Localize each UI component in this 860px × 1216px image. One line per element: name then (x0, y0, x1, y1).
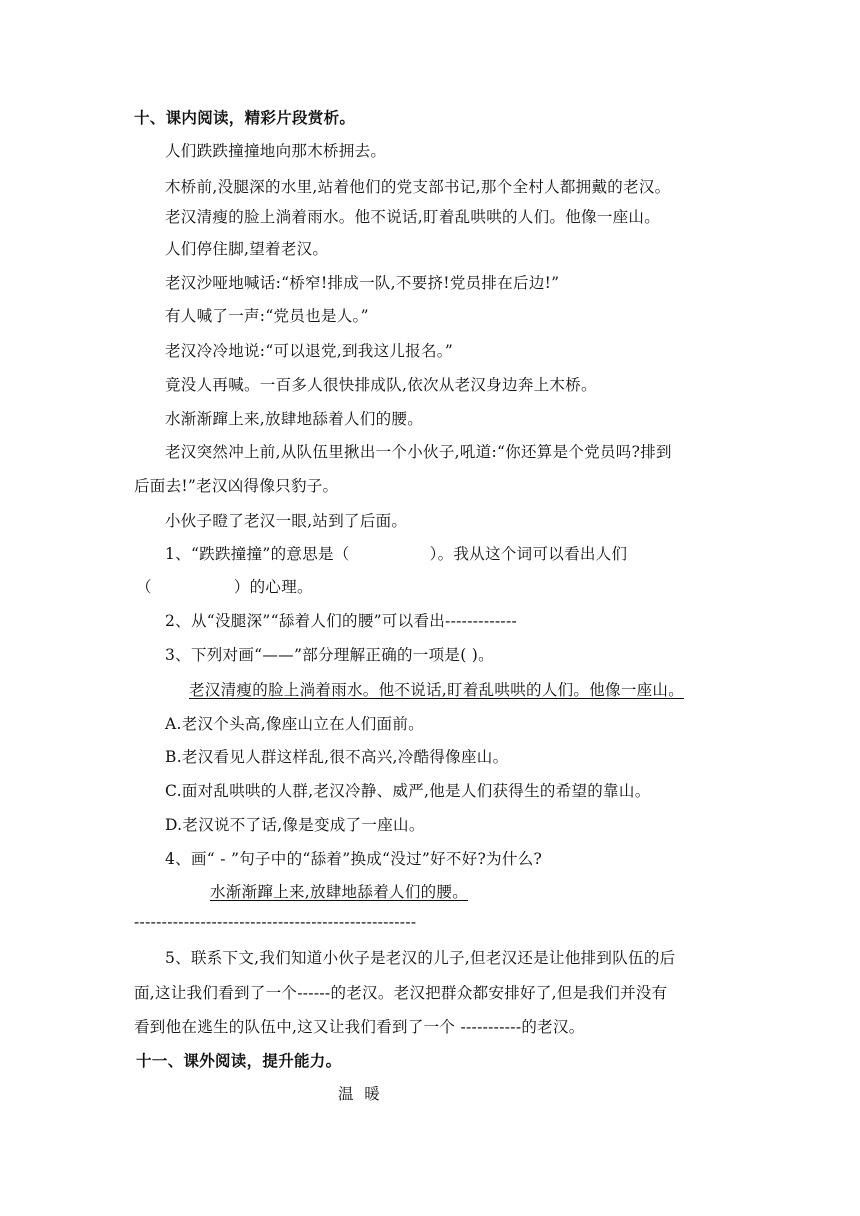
question-4-answer-line: --------------------------------------------------- (134, 913, 417, 931)
passage-line-12: 小伙子瞪了老汉一眼,站到了后面。 (165, 512, 408, 530)
question-3-option-a: A.老汉个头高,像座山立在人们面前。 (165, 715, 424, 733)
passage-line-1: 人们跌跌撞撞地向那木桥拥去。 (165, 142, 387, 160)
question-4-underlined-sentence: 水渐渐蹿上来,放肆地舔着人们的腰。 (210, 883, 469, 901)
section-11-heading: 十一、课外阅读，提升能力。 (136, 1052, 342, 1070)
question-1-line-2 (136, 576, 313, 598)
passage-line-7: 老汉冷冷地说:“可以退党,到我这儿报名。” (165, 342, 454, 360)
question-3-prompt: 3、下列对画“——”部分理解正确的一项是( )。 (165, 646, 494, 664)
question-5-line-3: 看到他在逃生的队伍中,这又让我们看到了一个 -----------的老汉。 (134, 1018, 585, 1036)
passage-line-2: 木桥前,没腿深的水里,站着他们的党支部书记,那个全村人都拥戴的老汉。 (165, 178, 671, 196)
q1-part1: 1、“跌跌撞撞”的意思是（ (165, 545, 350, 563)
passage-line-9: 水渐渐蹿上来,放肆地舔着人们的腰。 (165, 410, 424, 428)
q1-part3: （ (136, 578, 152, 596)
question-2: 2、从“没腿深”“舔着人们的腰”可以看出------------- (165, 612, 518, 630)
passage-line-10: 老汉突然冲上前,从队伍里揪出一个小伙子,吼道:“你还算是个党员吗?排到 (165, 443, 672, 461)
question-3-option-d: D.老汉说不了话,像是变成了一座山。 (165, 816, 425, 834)
section-10-heading: 十、课内阅读，精彩片段赏析。 (134, 109, 356, 127)
passage-line-8: 竟没人再喊。一百多人很快排成队,依次从老汉身边奔上木桥。 (165, 376, 597, 394)
question-3-option-c: C.面对乱哄哄的人群,老汉冷静、威严,他是人们获得生的希望的靠山。 (165, 782, 651, 800)
passage-line-6: 有人喊了一声:“党员也是人。” (165, 307, 369, 325)
passage-line-3: 老汉清瘦的脸上淌着雨水。他不说话,盯着乱哄哄的人们。他像一座山。 (165, 208, 661, 226)
q1-part4: ）的心理。 (233, 578, 313, 596)
passage-line-4: 人们停住脚,望着老汉。 (165, 240, 329, 258)
reading-title: 温 暖 (338, 1085, 381, 1103)
question-1-line-1 (165, 543, 627, 565)
question-4-prompt: 4、画“ - ”句子中的“舔着”换成“没过”好不好?为什么? (165, 850, 543, 868)
question-3-option-b: B.老汉看见人群这样乱,很不高兴,冷酷得像座山。 (165, 748, 509, 766)
question-5-line-2: 面,这让我们看到了一个------的老汉。老汉把群众都安排好了,但是我们并没有 (134, 984, 668, 1002)
passage-line-11: 后面去!”老汉凶得像只豹子。 (134, 477, 339, 495)
q1-part2: ）。我从这个词可以看出人们 (429, 545, 628, 563)
question-5-line-1: 5、联系下文,我们知道小伙子是老汉的儿子,但老汉还是让他排到队伍的后 (165, 949, 676, 967)
passage-line-5: 老汉沙哑地喊话:“桥窄!排成一队,不要挤!党员排在后边!” (165, 274, 560, 292)
question-3-underlined-sentence: 老汉清瘦的脸上淌着雨水。他不说话,盯着乱哄哄的人们。他像一座山。 (189, 681, 685, 699)
